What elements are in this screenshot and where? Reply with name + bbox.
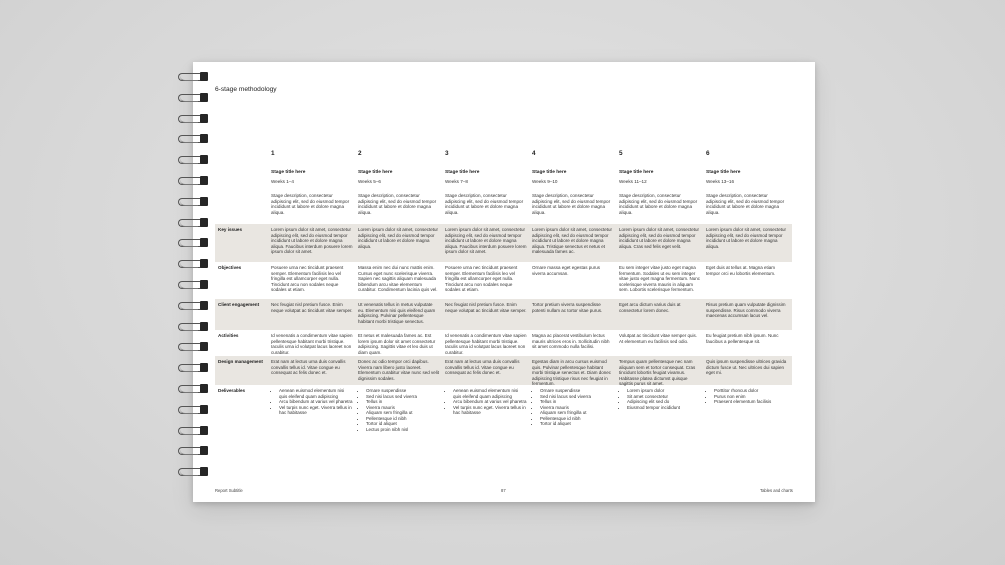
list-item: • Aliquam sem fringilla ut bbox=[366, 410, 440, 416]
list-item: • Arcu bibendum at varius vel pharetra bbox=[453, 399, 527, 405]
list-item: • Sed nisi lacus sed viverra bbox=[366, 394, 440, 400]
binding-ring bbox=[176, 70, 210, 83]
table-cell: Id venenatis a condimentum vitae sapien pellentesque habitant morbi tristique. Iaculis urna id volutpat lacus laoreet non curabitur. bbox=[271, 333, 353, 355]
binding-ring bbox=[176, 278, 210, 291]
table-cell: Posuere urna nec tincidunt praesent semper. Elementum facilisis leo vel fringilla est ullamcorper eget nulla. Tincidunt arcu non sodales neque sodales ut etiam. bbox=[271, 265, 344, 292]
stage-column-1 bbox=[271, 150, 353, 215]
list-item: • Vel turpis nunc eget. Viverra tellus in hac habitasse bbox=[279, 405, 353, 416]
table-cell: Lorem ipsum dolor sit amet, consectetur adipiscing elit, sed do eiusmod tempor incididunt ut labore et dolore magna aliqua. Faucibus interdum posuere lorem ipsum dolor sit amet. bbox=[445, 227, 527, 254]
list-item: • Vel turpis nunc eget. Viverra tellus in hac habitasse bbox=[453, 405, 527, 416]
stage-number: 6 bbox=[706, 150, 710, 157]
stage-title: Stage title here bbox=[706, 170, 741, 175]
table-cell: Magna ac placerat vestibulum lectus mauris ultrices eros in. Sollicitudin nibh sit amet commodo nulla facilisi. bbox=[532, 333, 610, 349]
list-item: • Tortor id aliquet bbox=[366, 421, 440, 427]
list-item: • Porttitor rhoncus dolor bbox=[714, 388, 788, 394]
table-cell: Ornare massa eget egestas purus viverra accumsan. bbox=[532, 265, 601, 276]
stage-number: 5 bbox=[619, 150, 623, 157]
binding-ring bbox=[176, 236, 210, 249]
binding-ring bbox=[176, 91, 210, 104]
table-cell: Erat nam at lectus urna duis convallis convallis tellus id. Vitae congue eu consequat ac felis donec et. bbox=[271, 359, 346, 375]
stage-title: Stage title here bbox=[445, 170, 480, 175]
stage-column-2 bbox=[358, 150, 440, 215]
stage-number: 1 bbox=[271, 150, 275, 157]
stage-description: Stage description, consectetur adipiscing elit, sed do eiusmod tempor incididunt ut labore et dolore magna aliqua. bbox=[706, 193, 785, 215]
bullet-list bbox=[532, 388, 614, 427]
table-row bbox=[215, 224, 792, 262]
list-item: • Adipiscing elit sed do bbox=[627, 399, 701, 405]
list-item: • Lectus proin nibh nisl bbox=[366, 427, 440, 433]
stage-column-3 bbox=[445, 150, 527, 215]
deliverables-cell bbox=[532, 388, 614, 427]
table-row bbox=[215, 356, 792, 385]
deliverables-cell bbox=[619, 388, 701, 410]
table-cell: Nec feugiat nisl pretium fusce. Enim neque volutpat ac tincidunt vitae semper. bbox=[445, 302, 527, 313]
list-item: • Ornare suspendisse bbox=[540, 388, 614, 394]
binding-ring bbox=[176, 320, 210, 333]
list-item: • Viverra mauris bbox=[540, 405, 614, 411]
table-cell: Quis ipsum suspendisse ultrices gravida dictum fusce ut. Nec ultrices dui sapien eget mi. bbox=[706, 359, 787, 375]
stage-column-5 bbox=[619, 150, 701, 215]
table-cell: Eu sem integer vitae justo eget magna fermentum. Sodales ut eu sem integer vitae justo eget magna fermentum. Nunc scelerisque viverra mauris in aliquam sem. Lobortis scelerisque fermentum. bbox=[619, 265, 701, 292]
binding-ring bbox=[176, 340, 210, 353]
bullet-list bbox=[271, 388, 353, 416]
table-cell: Lorem ipsum dolor sit amet, consectetur adipiscing elit, sed do eiusmod tempor incididunt ut labore et dolore magna aliqua. Tristique senectus et netus et malesuada fames ac. bbox=[532, 227, 613, 254]
list-item: • Tellus in bbox=[540, 399, 614, 405]
notebook-page bbox=[193, 62, 815, 502]
binding-ring bbox=[176, 361, 210, 374]
table-cell: Eget duis at tellus at. Magna etiam tempor orci eu lobortis elementum. bbox=[706, 265, 776, 276]
table-cell: Risus pretium quam vulputate dignissim suspendisse. Risus commodo viverra maecenas accumsan lacus vel. bbox=[706, 302, 786, 318]
table-cell: Erat nam at lectus urna duis convallis convallis tellus id. Vitae congue eu consequat ac felis donec et. bbox=[445, 359, 520, 375]
list-item: • Tellus in bbox=[366, 399, 440, 405]
table-cell: Posuere urna nec tincidunt praesent semper. Elementum facilisis leo vel fringilla est ullamcorper eget nulla. Tincidunt arcu non sodales neque sodales ut etiam. bbox=[445, 265, 518, 292]
list-item: • Pellentesque id nibh bbox=[540, 416, 614, 422]
row-label: Client engagement bbox=[218, 302, 260, 307]
stage-weeks: Weeks 13–16 bbox=[706, 179, 735, 184]
stage-description: Stage description, consectetur adipiscing elit, sed do eiusmod tempor incididunt ut labore et dolore magna aliqua. bbox=[358, 193, 437, 215]
table-cell: Id venenatis a condimentum vitae sapien pellentesque habitant morbi tristique. Iaculis urna id volutpat lacus laoreet non curabitur. bbox=[445, 333, 527, 355]
stage-number: 4 bbox=[532, 150, 536, 157]
table-cell: Eget arcu dictum varius duis at consectetur lorem donec. bbox=[619, 302, 681, 313]
binding-ring bbox=[176, 257, 210, 270]
binding-ring bbox=[176, 444, 210, 457]
bullet-list bbox=[445, 388, 527, 416]
table-cell: Egestas diam in arcu cursus euismod quis. Pulvinar pellentesque habitant morbi tristique senectus et. Diam donec adipiscing tristique risus nec feugiat in fermentum. bbox=[532, 359, 612, 386]
footer-page-number: 87 bbox=[501, 488, 506, 493]
list-item: • Ornare suspendisse bbox=[366, 388, 440, 394]
table-row bbox=[215, 330, 792, 356]
list-item: • Aliquam sem fringilla ut bbox=[540, 410, 614, 416]
list-item: • Lorem ipsum dolor bbox=[627, 388, 701, 394]
list-item: • Sit amet consectetur bbox=[627, 394, 701, 400]
stage-title: Stage title here bbox=[271, 170, 306, 175]
footer-section: Tables and charts bbox=[760, 488, 793, 493]
bullet-list bbox=[706, 388, 788, 405]
deliverables-cell bbox=[706, 388, 788, 405]
binding-ring bbox=[176, 465, 210, 478]
bullet-list bbox=[619, 388, 701, 410]
table-cell: Lorem ipsum dolor sit amet, consectetur adipiscing elit, sed do eiusmod tempor incididunt ut labore et dolore magna aliqua. bbox=[706, 227, 787, 249]
stage-weeks: Weeks 5–6 bbox=[358, 179, 381, 184]
bullet-list bbox=[358, 388, 440, 432]
stage-column-4 bbox=[532, 150, 614, 215]
table-cell: Ut venenatis tellus in metus vulputate eu. Elementum nisi quis eleifend quam adipiscing. Pulvinar pellentesque habitant morbi tristique senectus. bbox=[358, 302, 436, 324]
stage-weeks: Weeks 9–10 bbox=[532, 179, 558, 184]
binding-ring bbox=[176, 216, 210, 229]
table-row bbox=[215, 299, 792, 330]
page-title: 6-stage methodology bbox=[215, 86, 277, 93]
row-label: Deliverables bbox=[218, 388, 246, 393]
table-cell: Eu feugiat pretium nibh ipsum. Nunc faucibus a pellentesque sit. bbox=[706, 333, 779, 344]
list-item: • Viverra mauris bbox=[366, 405, 440, 411]
table-cell: Tortor pretium viverra suspendisse potenti nullam ac tortor vitae purus. bbox=[532, 302, 603, 313]
table-cell: Nec feugiat nisl pretium fusce. Enim neque volutpat ac tincidunt vitae semper. bbox=[271, 302, 353, 313]
list-item: • Aenean euismod elementum nisi quis eleifend quam adipiscing bbox=[453, 388, 527, 399]
binding-ring bbox=[176, 382, 210, 395]
row-label: Design management bbox=[218, 359, 263, 364]
footer-subtitle: Report Subtitle bbox=[215, 488, 243, 493]
table-cell: Volutpat ac tincidunt vitae semper quis. At elementum eu facilisis sed odio. bbox=[619, 333, 698, 344]
binding-ring bbox=[176, 299, 210, 312]
list-item: • Purus non enim bbox=[714, 394, 788, 400]
binding-ring bbox=[176, 424, 210, 437]
stage-weeks: Weeks 1–4 bbox=[271, 179, 294, 184]
stage-description: Stage description, consectetur adipiscing elit, sed do eiusmod tempor incididunt ut labore et dolore magna aliqua. bbox=[619, 193, 698, 215]
list-item: • Eiusmod tempor incididunt bbox=[627, 405, 701, 411]
table-cell: Donec ac odio tempor orci dapibus. Viverra nam libero justo laoreet. Elementum curabitur vitae nunc sed velit dignissim sodales. bbox=[358, 359, 440, 381]
binding-ring bbox=[176, 174, 210, 187]
list-item: • Tortor id aliquet bbox=[540, 421, 614, 427]
binding-ring bbox=[176, 403, 210, 416]
table-row-deliverables bbox=[215, 385, 792, 440]
binding-ring bbox=[176, 112, 210, 125]
row-label: Key issues bbox=[218, 227, 243, 232]
row-label: Objectives bbox=[218, 265, 242, 270]
binding-ring bbox=[176, 132, 210, 145]
stage-number: 2 bbox=[358, 150, 362, 157]
deliverables-cell bbox=[271, 388, 353, 416]
table-cell: Lorem ipsum dolor sit amet, consectetur adipiscing elit, sed do eiusmod tempor incididunt ut labore et dolore magna aliqua. Faucibus interdum posuere lorem ipsum dolor sit amet. bbox=[271, 227, 353, 254]
list-item: • Praesent elementum facilisis bbox=[714, 399, 788, 405]
spiral-binding bbox=[176, 70, 210, 495]
table-cell: Et netus et malesuada fames ac. Est lorem ipsum dolor sit amet consectetur adipiscing. Sagittis vitae et leo duis ut diam quam. bbox=[358, 333, 436, 355]
table-cell: Massa enim nec dui nunc mattis enim. Cursus eget nunc scelerisque viverra. Sapien nec sagittis aliquam malesuada bibendum arcu vitae elementum curabitur. Condimentum lacinia quis vel. bbox=[358, 265, 438, 292]
stage-description: Stage description, consectetur adipiscing elit, sed do eiusmod tempor incididunt ut labore et dolore magna aliqua. bbox=[445, 193, 524, 215]
table-cell: Lorem ipsum dolor sit amet, consectetur adipiscing elit, sed do eiusmod tempor incididunt ut labore et dolore magna aliqua. bbox=[358, 227, 439, 249]
table-cell: Tempus quam pellentesque nec nam aliquam sem et tortor consequat. Cras tincidunt lobortis feugiat vivamus. Habitasse platea dictumst quisque sagittis purus sit amet. bbox=[619, 359, 696, 386]
deliverables-cell bbox=[445, 388, 527, 416]
deliverables-cell bbox=[358, 388, 440, 432]
stage-title: Stage title here bbox=[358, 170, 393, 175]
binding-ring bbox=[176, 153, 210, 166]
stage-weeks: Weeks 7–8 bbox=[445, 179, 468, 184]
list-item: • Arcu bibendum at varius vel pharetra bbox=[279, 399, 353, 405]
stage-title: Stage title here bbox=[532, 170, 567, 175]
stage-description: Stage description, consectetur adipiscing elit, sed do eiusmod tempor incididunt ut labore et dolore magna aliqua. bbox=[532, 193, 611, 215]
list-item: • Aenean euismod elementum nisi quis eleifend quam adipiscing bbox=[279, 388, 353, 399]
table-cell: Lorem ipsum dolor sit amet, consectetur adipiscing elit, sed do eiusmod tempor incididunt ut labore et dolore magna aliqua. Cras sed felis eget velit. bbox=[619, 227, 700, 249]
list-item: • Sed nisi lacus sed viverra bbox=[540, 394, 614, 400]
stage-title: Stage title here bbox=[619, 170, 654, 175]
row-label: Activities bbox=[218, 333, 239, 338]
stage-weeks: Weeks 11–12 bbox=[619, 179, 647, 184]
binding-ring bbox=[176, 195, 210, 208]
stage-number: 3 bbox=[445, 150, 449, 157]
stage-column-6 bbox=[706, 150, 788, 215]
table-row bbox=[215, 262, 792, 299]
stage-description: Stage description, consectetur adipiscing elit, sed do eiusmod tempor incididunt ut labore et dolore magna aliqua. bbox=[271, 193, 350, 215]
list-item: • Pellentesque id nibh bbox=[366, 416, 440, 422]
